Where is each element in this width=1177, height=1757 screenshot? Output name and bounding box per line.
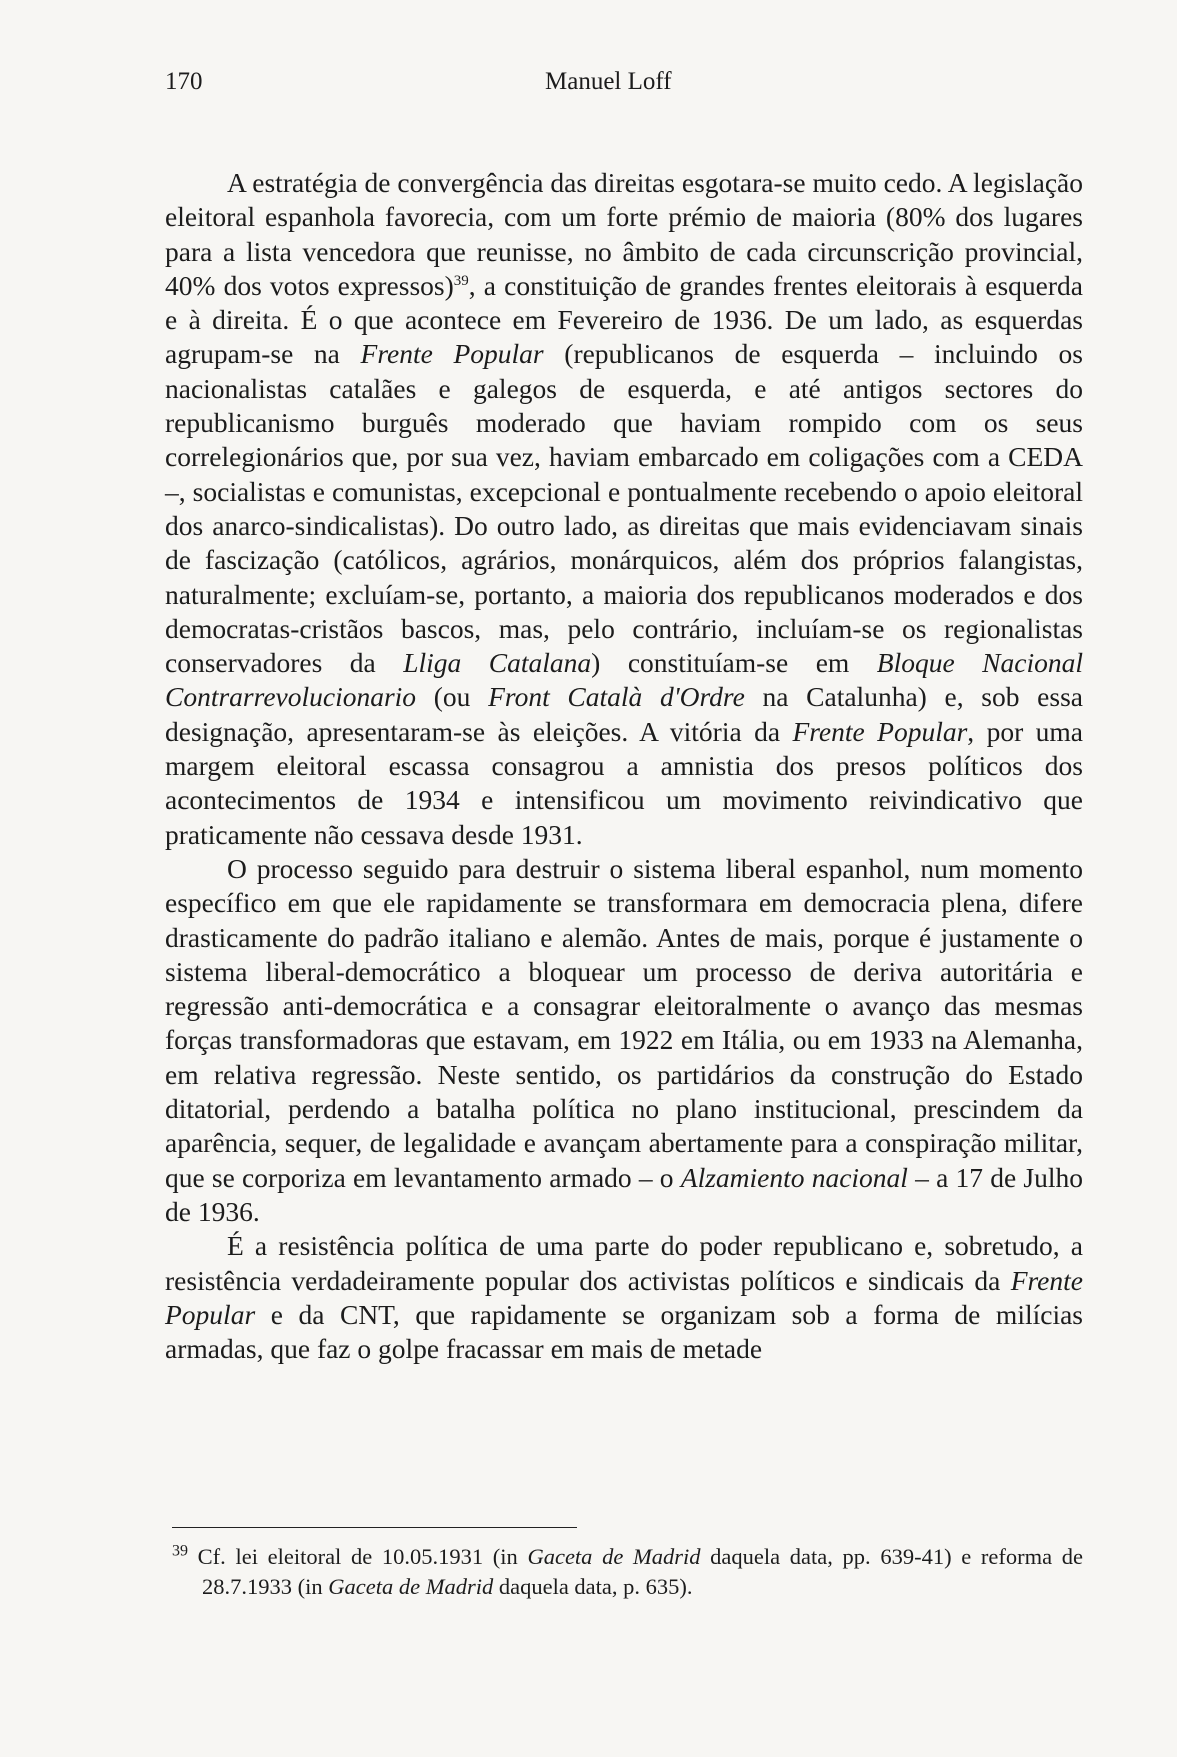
paragraph-2: O processo seguido para destruir o sistema liberal espanhol, num momento específico em que ele rapidamente se transformara em democracia plena, difere drasticamente do padrão italiano e alemão. Antes de mais, porque é justamente o sistema liberal-democrático a bloquear um processo de deriva autoritária e regressão anti-democrática e a consagrar eleitoralmente o avanço das mesmas forças transformadoras que estavam, em 1922 em Itália, ou em 1933 na Alemanha, em relativa regressão. Neste sentido, os partidários da construção do Estado ditatorial, perdendo a batalha política no plano institucional, prescindem da aparência, sequer, de legalidade e avançam abertamente para a conspiração militar, que se corporiza em levantamento armado – o Alzamiento nacional – a 17 de Julho de 1936. — [165, 852, 1083, 1227]
paragraph-3: É a resistência política de uma parte do poder republicano e, sobretudo, a resistência verdadeiramente popular dos activistas políticos e sindicais da Frente Popular e da CNT, que rapidamente se organizam sob a forma de milícias armadas, que faz o golpe fracassar em mais de metade — [165, 1230, 1083, 1365]
footnote-number: 39 — [172, 1542, 188, 1560]
footnote: $^{39}$ Cf. lei eleitoral de 10.05.1931 (in Gaceta de Madrid daquela data, pp. 639-41) e reforma de 28.7.1933 (in Gaceta de Madrid daquela data, p. 635). — [172, 1542, 1083, 1599]
page-header — [165, 68, 1085, 108]
running-title: Manuel Loff — [545, 68, 672, 95]
paragraph-1: A estratégia de convergência das direitas esgotara-se muito cedo. A legislação eleitoral espanhola favorecia, com um forte prémio de maioria (80% dos lugares para a lista vencedora que reunisse, no âmbito de cada circunscrição provincial, 40% dos votos expressos)$^{39}$, a constituição de grandes frentes eleitorais à esquerda e à direita. É o que acontece em Fevereiro de 1936. De um lado, as esquerdas agrupam-se na Frente Popular (republicanos de esquerda – incluindo os nacionalistas catalães e galegos de esquerda, e até antigos sectores do republicanismo burguês moderado que haviam rompido com os seus correlegionários que, por sua vez, haviam embarcado em coligações com a CEDA –, socialistas e comunistas, excepcional e pontualmente recebendo o apoio eleitoral dos anarco-sindicalistas). Do outro lado, as direitas que mais evidenciavam sinais de fascização (católicos, agrários, monárquicos, além dos próprios falangistas, naturalmente; excluíam-se, portanto, a maioria dos republicanos moderados e dos democratas-cristãos bascos, mas, pelo contrário, incluíam-se os regionalistas conservadores da Lliga Catalana) constituíam-se em Bloque Nacional Contrarrevolucionario (ou Front Català d'Ordre na Catalunha) e, sob essa designação, apresentaram-se às eleições. A vitória da Frente Popular, por uma margem eleitoral escassa consagrou a amnistia dos presos políticos dos acontecimentos de 1934 e intensificou um movimento reivindicativo que praticamente não cessava desde 1931. — [165, 167, 1083, 850]
footnote-reference: 39 — [453, 272, 469, 289]
body-text — [165, 166, 1083, 1366]
page-number: 170 — [165, 68, 203, 95]
footnote-separator — [172, 1527, 577, 1528]
